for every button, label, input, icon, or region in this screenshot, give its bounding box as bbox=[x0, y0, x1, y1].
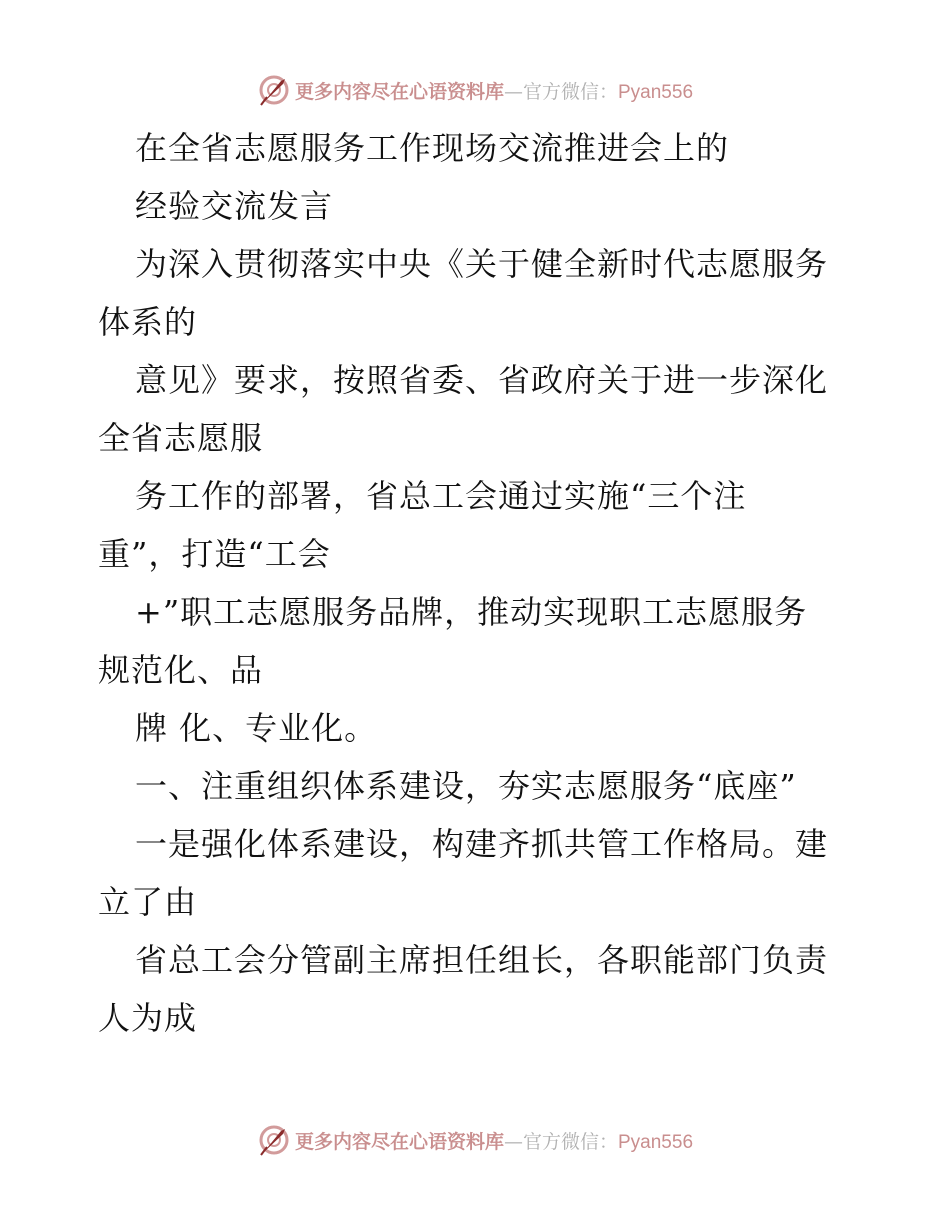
header-watermark bbox=[0, 70, 950, 110]
paragraph-line: 重”，打造“工会 bbox=[98, 535, 331, 573]
watermark-brand: 更多内容尽在心语资料库 bbox=[294, 1130, 504, 1153]
paragraph-line: 意见》要求，按照省委、省政府关于进一步深化 bbox=[135, 361, 829, 399]
watermark-id: Pyan556 bbox=[618, 81, 694, 103]
paragraph-line: +”职工志愿服务品牌，推动实现职工志愿服务 bbox=[135, 593, 808, 631]
paragraph-line: 一是强化体系建设，构建齐抓共管工作格局。建 bbox=[135, 825, 829, 863]
document-title-line-2: 经验交流发言 bbox=[135, 187, 334, 225]
quill-logo-icon bbox=[257, 1123, 291, 1157]
section-heading: 一、注重组织体系建设，夯实志愿服务“底座” bbox=[135, 767, 797, 805]
watermark-id: Pyan556 bbox=[618, 1131, 694, 1153]
watermark-text bbox=[295, 1127, 693, 1154]
paragraph-line: 为深入贯彻落实中央《关于健全新时代志愿服务 bbox=[135, 245, 829, 283]
watermark-label: 官方微信： bbox=[522, 80, 618, 103]
paragraph-line: 省总工会分管副主席担任组长，各职能部门负责 bbox=[135, 941, 829, 979]
watermark-text bbox=[295, 77, 693, 104]
watermark-separator: — bbox=[503, 1130, 523, 1153]
watermark-label: 官方微信： bbox=[522, 1130, 618, 1153]
watermark-brand: 更多内容尽在心语资料库 bbox=[294, 80, 504, 103]
document-title-line-1: 在全省志愿服务工作现场交流推进会上的 bbox=[135, 129, 730, 167]
paragraph-line: 人为成 bbox=[98, 999, 198, 1037]
footer-watermark bbox=[0, 1120, 950, 1160]
paragraph-line: 体系的 bbox=[98, 303, 198, 341]
watermark-separator: — bbox=[503, 80, 523, 103]
paragraph-line: 全省志愿服 bbox=[98, 419, 264, 457]
paragraph-line: 规范化、品 bbox=[98, 651, 264, 689]
paragraph-line: 牌 化、专业化。 bbox=[135, 709, 378, 747]
paragraph-line: 立了由 bbox=[98, 883, 198, 921]
paragraph-line: 务工作的部署，省总工会通过实施“三个注 bbox=[135, 477, 747, 515]
quill-logo-icon bbox=[257, 73, 291, 107]
